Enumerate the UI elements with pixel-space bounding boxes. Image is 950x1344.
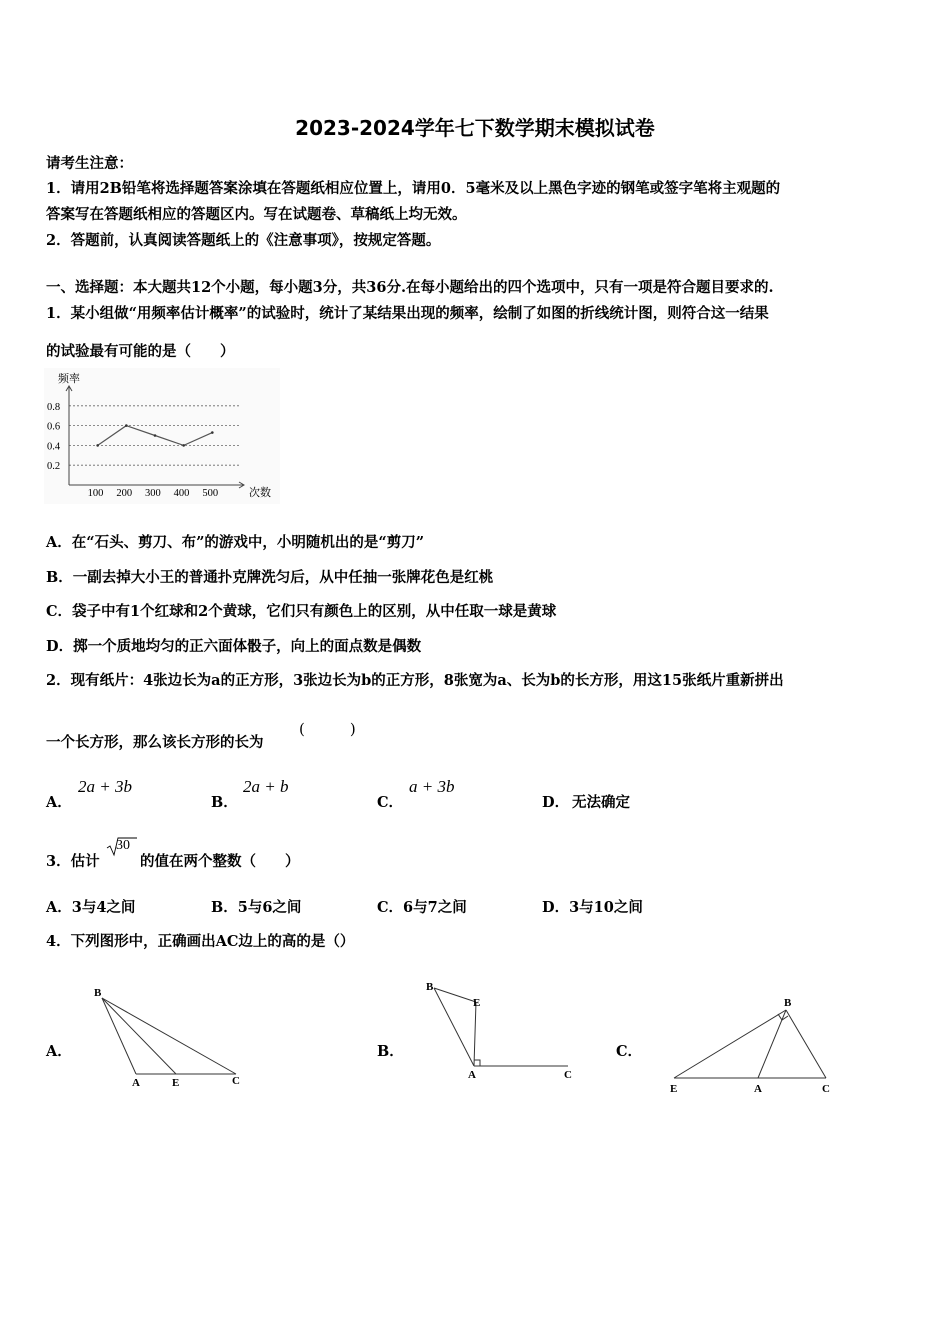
y-tick-label: 0.6: [47, 421, 61, 433]
y-tick-label: 0.8: [47, 401, 61, 413]
x-axis-label: 次数: [249, 487, 271, 499]
q2-option-c-label: C．: [377, 794, 404, 811]
q2-stem-a: 2．现有纸片：4张边长为a的正方形，3张边长为b的正方形，8张宽为a、长为b的长方形，用这15张纸片重新拼出: [46, 672, 784, 689]
q1-option-c: C．袋子中有1个红球和2个黄球，它们只有颜色上的区别，从中任取一球是黄球: [46, 603, 557, 620]
point-label-e: E: [670, 1083, 678, 1095]
point-label-a: A: [132, 1077, 140, 1089]
q4-figure-c: [660, 990, 840, 1100]
notice-line-1b: 答案写在答题纸相应的答题区内。写在试题卷、草稿纸上均无效。: [46, 206, 467, 223]
q2-option-b-expr: 2a + b: [243, 777, 289, 796]
point-label-b: B: [426, 981, 434, 993]
q4-figure-b-label: B．: [377, 1043, 404, 1060]
q3-option-b: B．5与6之间: [211, 899, 302, 916]
y-tick-label: 0.4: [47, 441, 61, 453]
notice-heading: 请考生注意：: [46, 155, 133, 172]
q1-option-a: A．在“石头、剪刀、布”的游戏中，小明随机出的是“剪刀”: [46, 534, 425, 551]
q3-option-c: C．6与7之间: [377, 899, 467, 916]
y-tick-label: 0.2: [47, 461, 61, 473]
sqrt-radicand: 30: [116, 838, 130, 853]
frequency-line-chart: [44, 368, 280, 504]
q2-option-d-label: D．: [542, 794, 570, 811]
q3-option-a: A．3与4之间: [46, 899, 136, 916]
notice-line-2: 2．答题前，认真阅读答题纸上的《注意事项》，按规定答题。: [46, 232, 441, 249]
point-label-b: B: [94, 987, 102, 999]
point-label-c: C: [564, 1069, 572, 1081]
q4-figure-a: [88, 982, 248, 1092]
q2-option-c-expr: a + 3b: [409, 777, 455, 796]
point-label-a: A: [468, 1069, 476, 1081]
point-label-a: A: [754, 1083, 762, 1095]
q4-stem: 4．下列图形中，正确画出AC边上的高的是（）: [46, 933, 355, 950]
q1-stem-a: 1．某小组做“用频率估计概率”的试验时，统计了某结果出现的频率，绘制了如图的折线统计图，则符合这一结果: [46, 305, 769, 322]
q1-option-d: D．掷一个质地均匀的正六面体骰子，向上的面点数是偶数: [46, 638, 422, 655]
q3-stem-prefix: 3．估计: [46, 853, 100, 870]
q4-figure-a-label: A．: [46, 1043, 72, 1060]
q2-stem-b: 一个长方形，那么该长方形的长为: [46, 734, 264, 751]
page-title: 2023-2024学年七下数学期末模拟试卷: [295, 116, 655, 140]
x-tick-label: 100: [87, 488, 104, 499]
q1-stem-b: 的试验最有可能的是（ ）: [46, 343, 235, 360]
point-label-e: E: [473, 997, 481, 1009]
x-tick-label: 500: [202, 488, 219, 499]
q2-option-a-label: A．: [46, 794, 72, 811]
q3-option-d: D．3与10之间: [542, 899, 643, 916]
q2-option-b-label: B．: [211, 794, 238, 811]
data-point: [154, 434, 157, 437]
x-tick-label: 300: [145, 488, 161, 499]
q1-option-b: B．一副去掉大小王的普通扑克牌洗匀后，从中任抽一张牌花色是红桃: [46, 569, 494, 586]
q4-figure-b: [420, 976, 590, 1086]
data-point: [211, 431, 214, 434]
chart-background: [44, 368, 280, 504]
point-label-c: C: [232, 1075, 240, 1087]
point-label-b: B: [784, 997, 792, 1009]
q3-stem-suffix: 的值在两个整数（ ）: [140, 853, 300, 870]
q2-option-d-text: 无法确定: [572, 794, 630, 811]
data-point: [96, 444, 99, 447]
notice-line-1a: 1．请用2B铅笔将选择题答案涂填在答题纸相应位置上，请用0．5毫米及以上黑色字迹的钢笔或签字笔将主观题的: [46, 180, 781, 197]
data-point: [182, 444, 185, 447]
point-label-c: C: [822, 1083, 830, 1095]
x-tick-label: 200: [116, 488, 133, 499]
x-tick-label: 400: [173, 488, 190, 499]
q4-figure-c-label: C．: [616, 1043, 643, 1060]
point-label-e: E: [172, 1077, 180, 1089]
q2-option-a-expr: 2a + 3b: [78, 777, 132, 796]
q2-answer-paren: ( ): [299, 720, 356, 738]
section-heading: 一、选择题：本大题共12个小题，每小题3分，共36分.在每小题给出的四个选项中，只有一项是符合题目要求的.: [46, 279, 774, 296]
data-point: [125, 424, 128, 427]
y-axis-label: 频率: [58, 373, 80, 385]
